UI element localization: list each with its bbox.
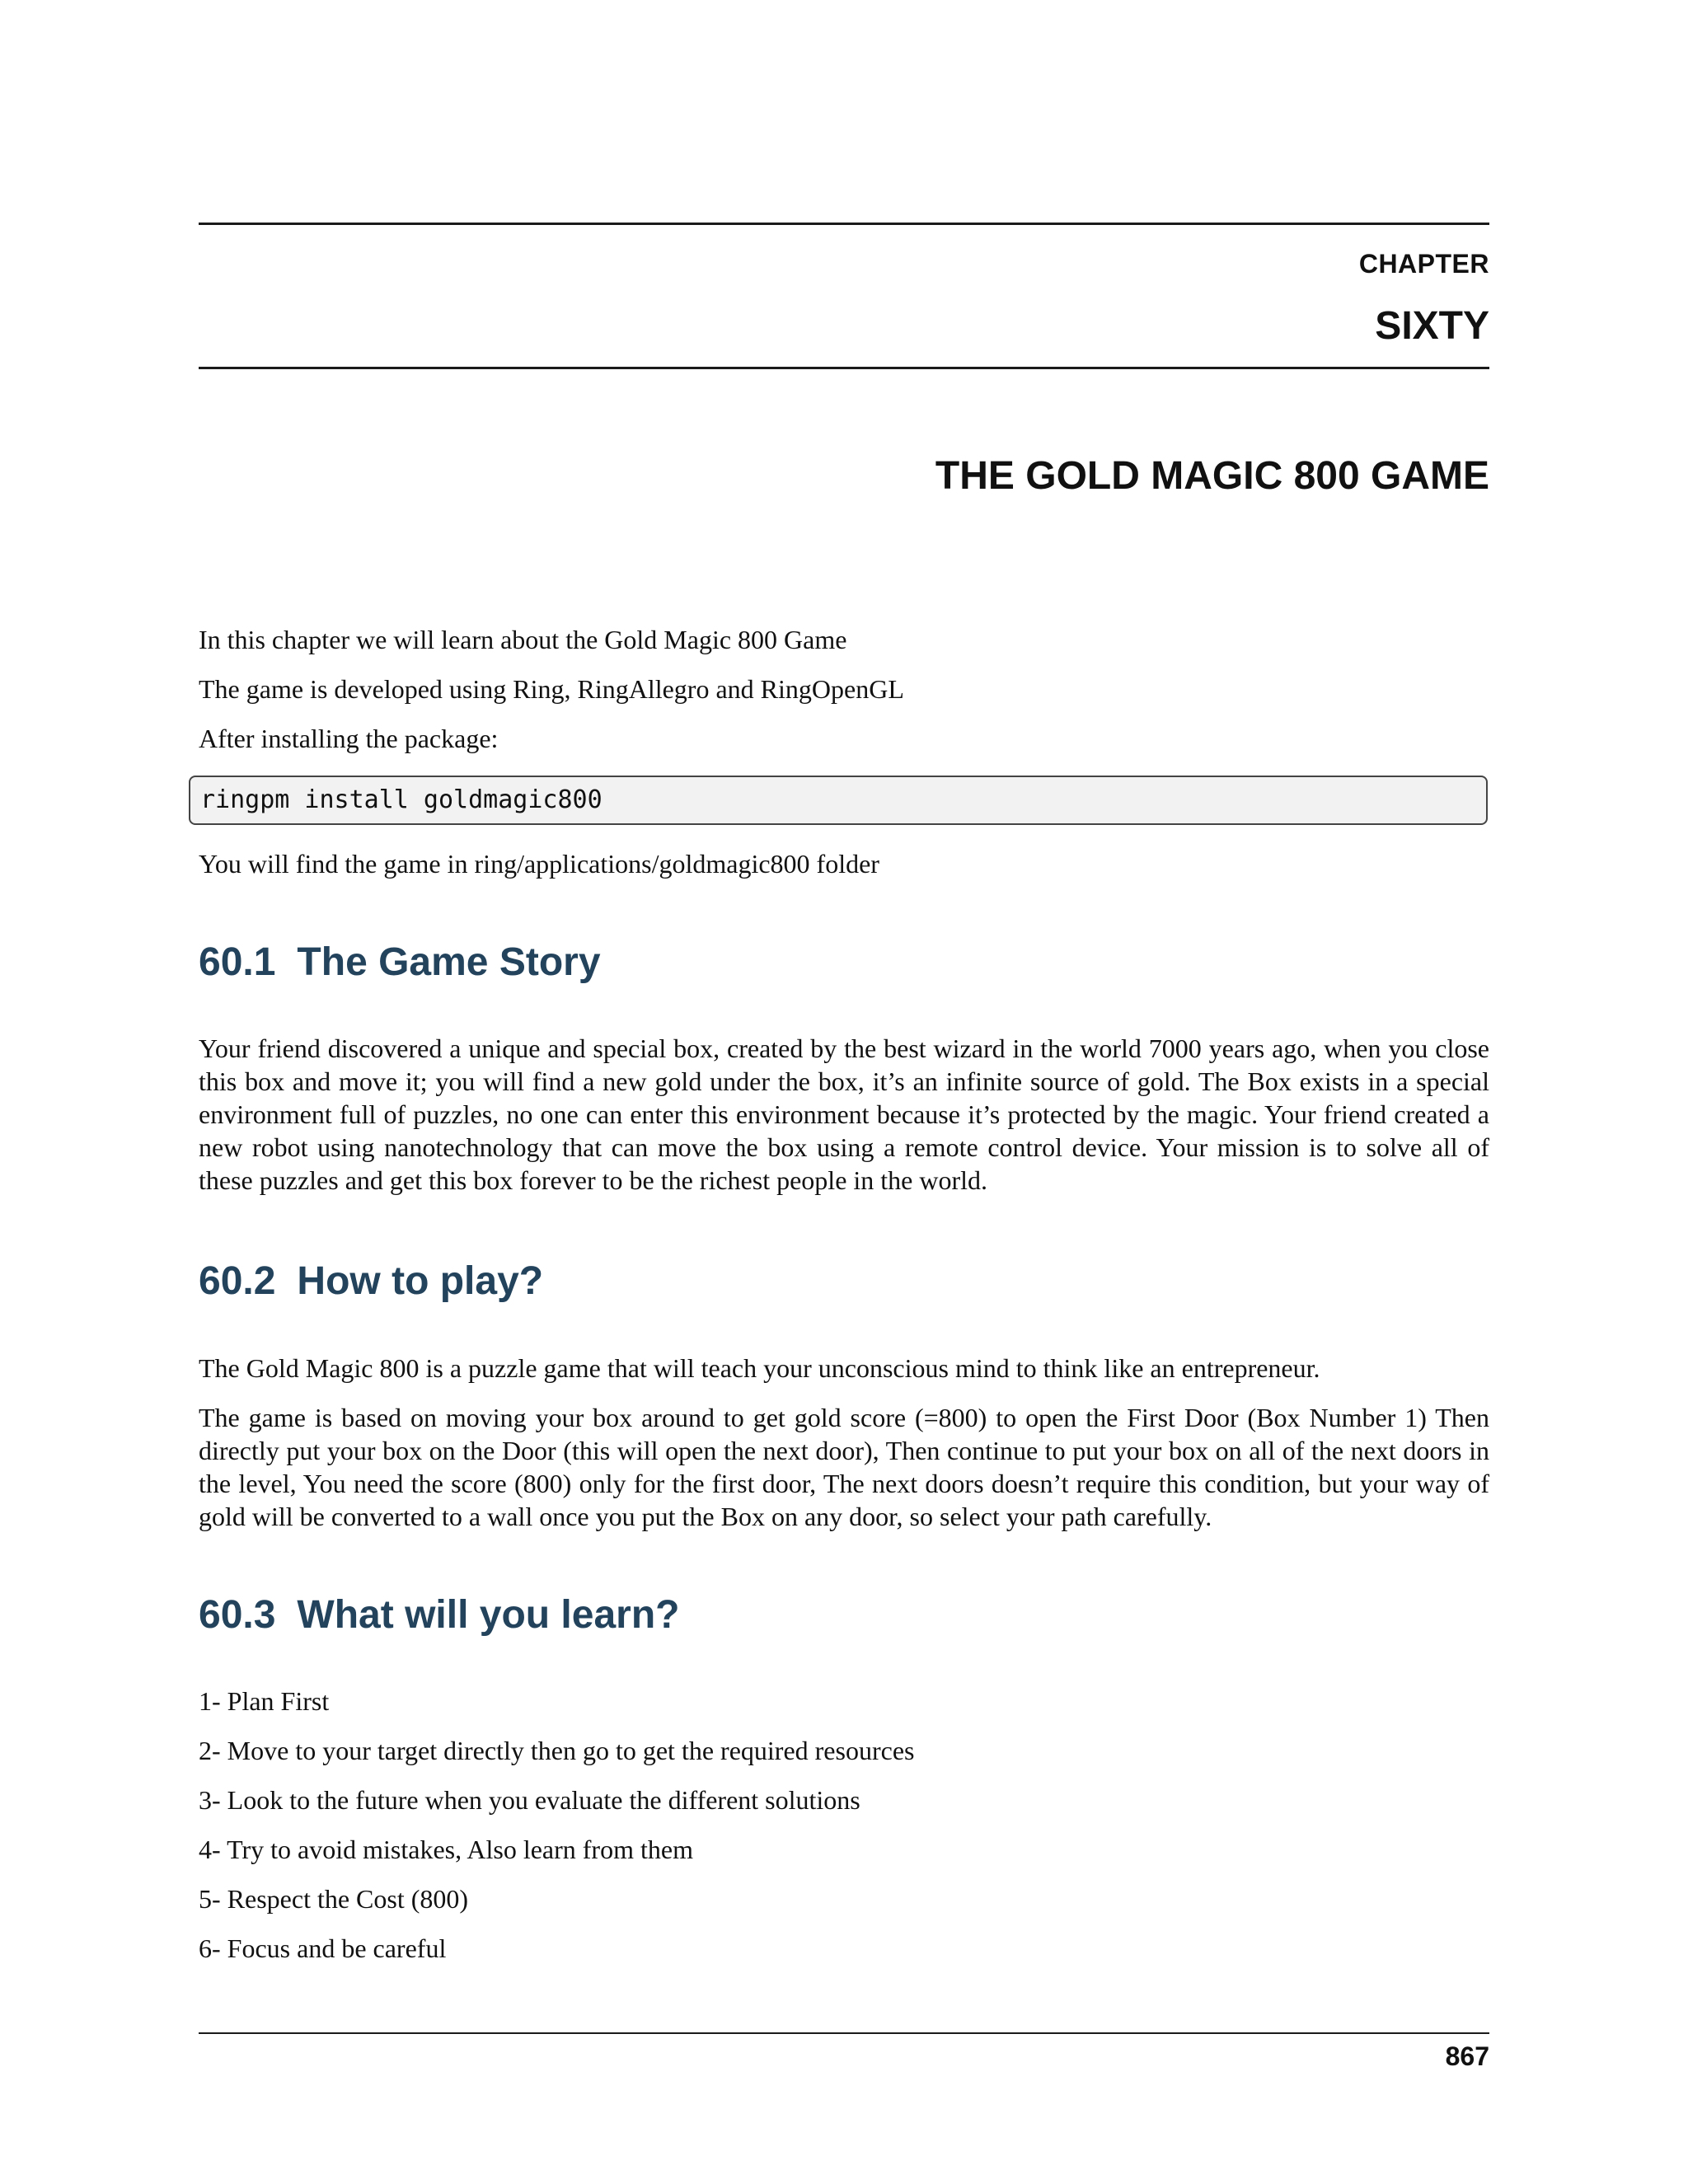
learn-list-item: 3- Look to the future when you evaluate the different solutions	[199, 1785, 860, 1815]
chapter-label: CHAPTER	[1358, 249, 1489, 279]
chapter-divider-rule	[199, 367, 1489, 369]
section-heading-how-to-play	[199, 1258, 543, 1304]
how-to-play-paragraph-1: The Gold Magic 800 is a puzzle game that will teach your unconscious mind to think like an entrepreneur.	[199, 1353, 1320, 1383]
intro-line-3: After installing the package:	[199, 724, 499, 753]
learn-list-item: 5- Respect the Cost (800)	[199, 1884, 469, 1914]
learn-list-item: 6- Focus and be careful	[199, 1933, 447, 1963]
chapter-title: THE GOLD MAGIC 800 GAME	[935, 454, 1489, 498]
section-heading-what-will-you-learn	[199, 1592, 679, 1638]
game-story-paragraph: Your friend discovered a unique and special box, created by the best wizard in the world 7000 years ago, when you close this box and move it; you will find a new gold under the box, it’s an infinite source of gold. The Box exists in a special environment full of puzzles, no one can enter this environment because it’s protected by the magic. Your friend created a new robot using nanotechnology that can move the box using a remote control device. Your mission is to solve all of these puzzles and get this box forever to be the richest people in the world.	[199, 1033, 1489, 1195]
section-title: The Game Story	[297, 940, 601, 984]
page-number: 867	[1445, 2041, 1489, 2071]
learn-list-item: 4- Try to avoid mistakes, Also learn from them	[199, 1835, 693, 1864]
intro-line-4: You will find the game in ring/applications/goldmagic800 folder	[199, 849, 879, 879]
footer-rule	[199, 2032, 1489, 2034]
section-title: What will you learn?	[297, 1593, 680, 1637]
intro-line-1: In this chapter we will learn about the Gold Magic 800 Game	[199, 625, 847, 654]
section-number: 60.3	[199, 1593, 276, 1637]
section-title: How to play?	[297, 1259, 544, 1303]
section-number: 60.1	[199, 940, 276, 984]
chapter-number: SIXTY	[1375, 304, 1489, 348]
learn-list-item: 2- Move to your target directly then go to get the required resources	[199, 1736, 915, 1765]
section-heading-game-story	[199, 940, 601, 985]
intro-line-2: The game is developed using Ring, RingAllegro and RingOpenGL	[199, 674, 904, 704]
top-rule	[199, 223, 1489, 225]
section-number: 60.2	[199, 1259, 276, 1303]
install-command-code-block: ringpm install goldmagic800	[189, 776, 1488, 825]
how-to-play-paragraph-2: The game is based on moving your box around to get gold score (=800) to open the First Door (Box Number 1) Then directly put your box on the Door (this will open the next door), Then continue to put your box on all of the next doors in the level, You need the score (800) only for the first door, The next doors doesn’t require this condition, but your way of gold will be converted to a wall once you put the Box on any door, so select your path carefully.	[199, 1403, 1489, 1531]
document-page	[199, 0, 1489, 2184]
learn-list-item: 1- Plan First	[199, 1686, 330, 1716]
